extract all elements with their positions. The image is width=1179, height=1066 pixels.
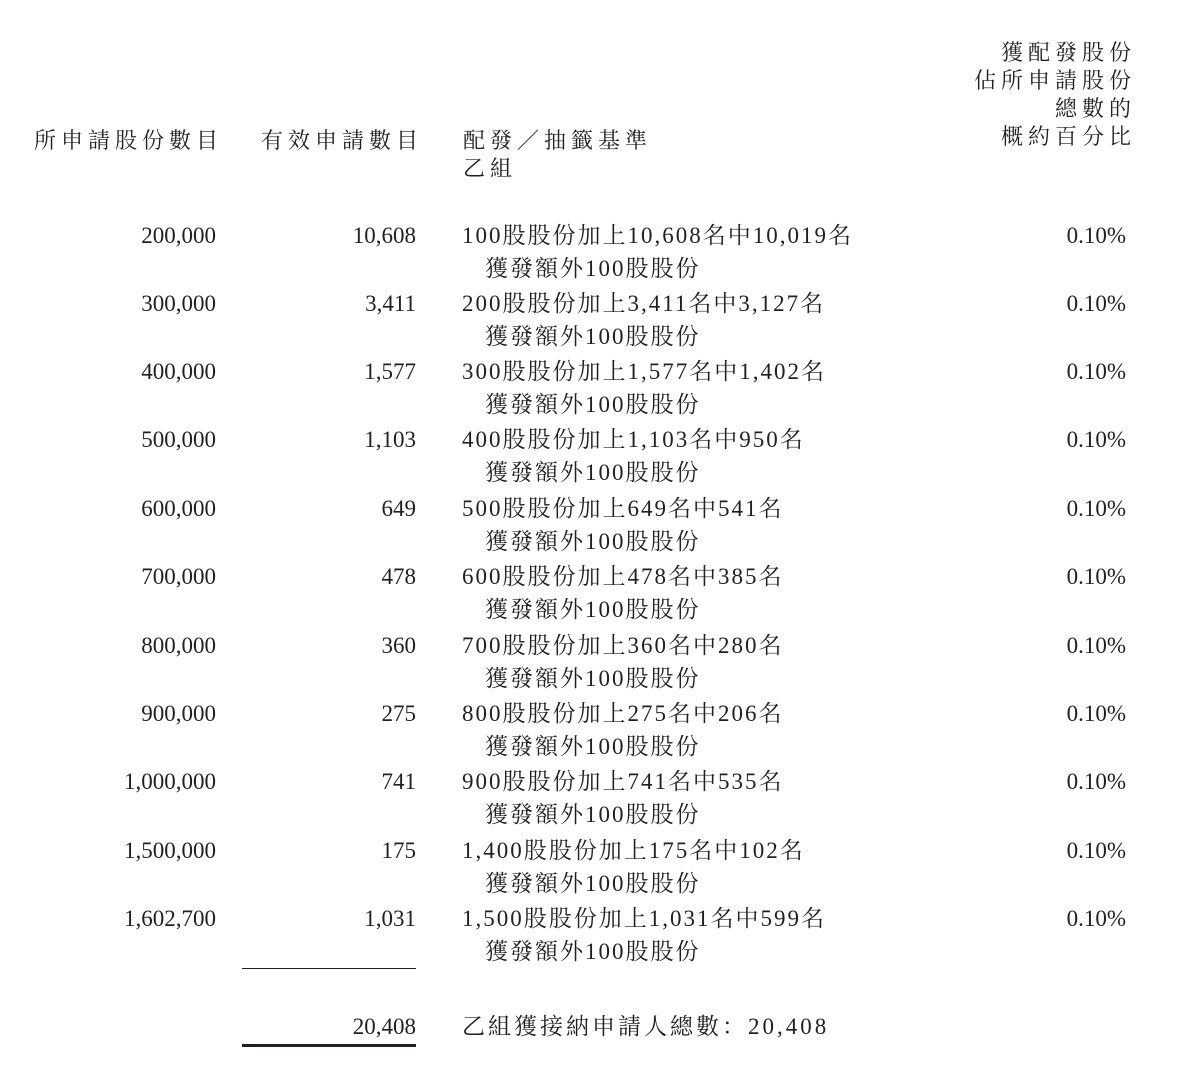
header-valid-applications: 有效申請數目: [261, 129, 424, 154]
valid-applications-cell: 1,103: [364, 427, 416, 452]
table-row: [0, 631, 1179, 699]
percentage-cell: 0.10%: [1066, 496, 1126, 521]
valid-applications-cell: 478: [381, 564, 416, 589]
valid-applications-cell: 275: [381, 701, 416, 726]
valid-applications-cell: 1,031: [364, 906, 416, 931]
total-applications: 20,408: [352, 1014, 416, 1039]
shares-applied-cell: 200,000: [141, 223, 216, 248]
valid-applications-cell: 175: [381, 838, 416, 863]
basis-line: 獲發額外100股股份: [485, 939, 701, 964]
table-row: [0, 221, 1179, 289]
basis-cell: [462, 699, 784, 762]
percentage-cell: 0.10%: [1066, 769, 1126, 794]
basis-line: 獲發額外100股股份: [485, 256, 701, 281]
subtotal-rule: [242, 968, 416, 969]
basis-line: 獲發額外100股股份: [485, 529, 701, 554]
basis-cell: [462, 631, 784, 694]
table-row: [0, 289, 1179, 357]
percentage-cell: 0.10%: [1066, 291, 1126, 316]
basis-cell: [462, 357, 826, 420]
table-row: [0, 904, 1179, 972]
basis-line: 400股股份加上1,103名中950名: [462, 427, 805, 452]
shares-applied-cell: 300,000: [141, 291, 216, 316]
percentage-cell: 0.10%: [1066, 427, 1126, 452]
header-shares-applied: 所申請股份數目: [34, 129, 224, 154]
percentage-cell: 0.10%: [1066, 564, 1126, 589]
basis-cell: [462, 904, 826, 967]
basis-line: 200股股份加上3,411名中3,127名: [462, 291, 826, 316]
header-percentage-line: 總數的: [1054, 97, 1136, 122]
basis-cell: [462, 562, 784, 625]
total-accepted-applicants-label: 乙組獲接納申請人總數：20,408: [462, 1014, 830, 1039]
basis-line: 獲發額外100股股份: [485, 324, 701, 349]
basis-cell: [462, 494, 784, 557]
header-percentage-line: 概約百分比: [1000, 125, 1136, 150]
basis-line: 獲發額外100股股份: [485, 871, 701, 896]
basis-line: 600股股份加上478名中385名: [462, 564, 784, 589]
table-row: [0, 699, 1179, 767]
header-basis: 配發／抽籤基準: [463, 129, 653, 154]
basis-line: 1,500股股份加上1,031名中599名: [462, 906, 826, 931]
basis-line: 獲發額外100股股份: [485, 460, 701, 485]
basis-line: 獲發額外100股股份: [485, 734, 701, 759]
shares-applied-cell: 500,000: [141, 427, 216, 452]
basis-line: 獲發額外100股股份: [485, 666, 701, 691]
total-double-rule: [242, 1044, 416, 1047]
basis-line: 500股股份加上649名中541名: [462, 496, 784, 521]
header-percentage-line: 佔所申請股份: [973, 69, 1136, 94]
basis-line: 700股股份加上360名中280名: [462, 633, 784, 658]
valid-applications-cell: 649: [381, 496, 416, 521]
header-percentage: [973, 40, 1136, 152]
percentage-cell: 0.10%: [1066, 906, 1126, 931]
table-row: [0, 767, 1179, 835]
valid-applications-cell: 1,577: [364, 359, 416, 384]
basis-line: 900股股份加上741名中535名: [462, 769, 784, 794]
valid-applications-cell: 360: [381, 633, 416, 658]
valid-applications-cell: 741: [381, 769, 416, 794]
basis-cell: [462, 767, 784, 830]
table-row: [0, 562, 1179, 630]
header-percentage-line: 獲配發股份: [1000, 41, 1136, 66]
basis-cell: [462, 425, 805, 488]
basis-line: 300股股份加上1,577名中1,402名: [462, 359, 826, 384]
valid-applications-cell: 3,411: [365, 291, 416, 316]
basis-line: 獲發額外100股股份: [485, 392, 701, 417]
basis-cell: [462, 289, 825, 352]
shares-applied-cell: 1,602,700: [124, 906, 216, 931]
shares-applied-cell: 1,500,000: [124, 838, 216, 863]
percentage-cell: 0.10%: [1066, 359, 1126, 384]
percentage-cell: 0.10%: [1066, 838, 1126, 863]
shares-applied-cell: 800,000: [141, 633, 216, 658]
shares-applied-cell: 400,000: [141, 359, 216, 384]
basis-cell: [462, 221, 853, 284]
basis-line: 獲發額外100股股份: [485, 597, 701, 622]
table-row: [0, 357, 1179, 425]
percentage-cell: 0.10%: [1066, 701, 1126, 726]
shares-applied-cell: 1,000,000: [124, 769, 216, 794]
basis-line: 800股股份加上275名中206名: [462, 701, 784, 726]
table-row: [0, 494, 1179, 562]
percentage-cell: 0.10%: [1066, 223, 1126, 248]
shares-applied-cell: 700,000: [141, 564, 216, 589]
basis-cell: [462, 836, 805, 899]
shares-applied-cell: 900,000: [141, 701, 216, 726]
table-row: [0, 425, 1179, 493]
shares-applied-cell: 600,000: [141, 496, 216, 521]
basis-line: 獲發額外100股股份: [485, 802, 701, 827]
percentage-cell: 0.10%: [1066, 633, 1126, 658]
valid-applications-cell: 10,608: [352, 223, 416, 248]
basis-line: 100股股份加上10,608名中10,019名: [462, 223, 853, 248]
basis-line: 1,400股股份加上175名中102名: [462, 838, 805, 863]
table-row: [0, 836, 1179, 904]
header-group: 乙組: [463, 157, 518, 182]
